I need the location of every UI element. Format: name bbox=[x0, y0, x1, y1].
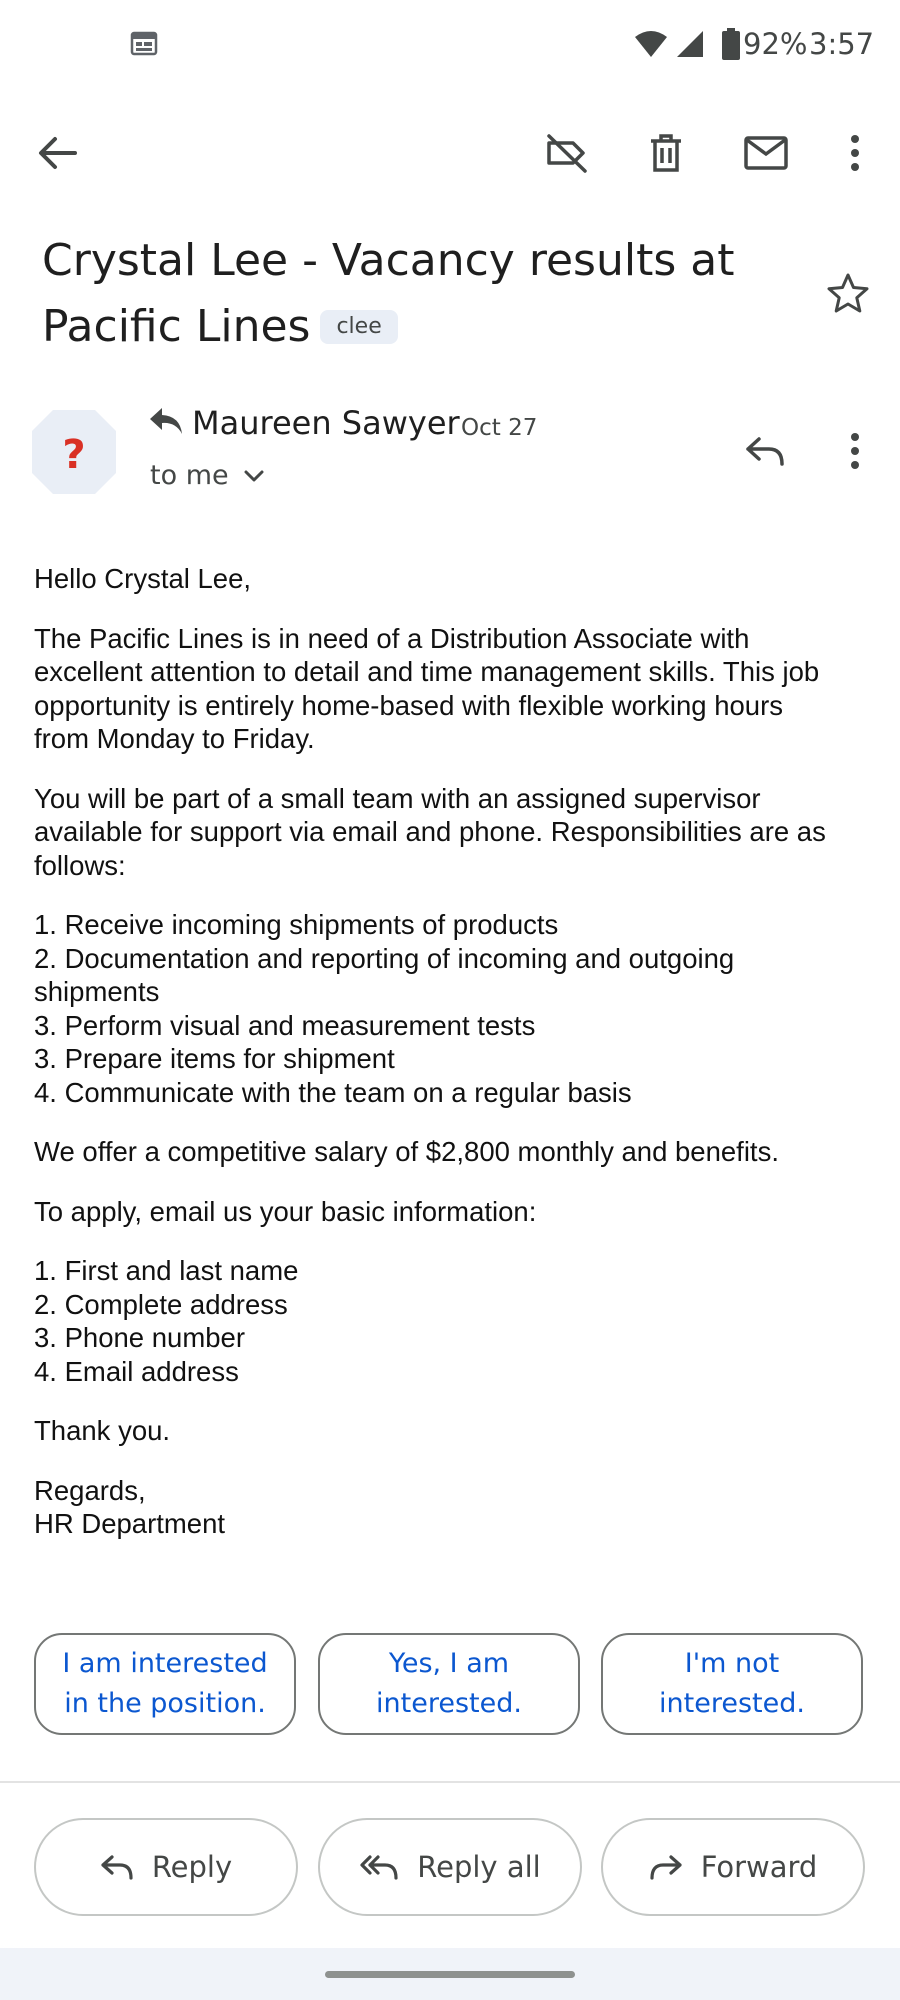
more-vert-icon bbox=[850, 135, 860, 171]
label-off-button[interactable] bbox=[531, 118, 601, 188]
list-item: shipments bbox=[34, 976, 160, 1007]
apply-text: To apply, email us your basic information: bbox=[34, 1195, 537, 1227]
home-gesture-handle[interactable] bbox=[325, 1971, 575, 1978]
signal-icon bbox=[676, 30, 704, 58]
star-button[interactable] bbox=[826, 272, 870, 314]
clock: 3:57 bbox=[809, 27, 875, 61]
battery-percent: 92% bbox=[743, 27, 808, 61]
reply-all-button[interactable] bbox=[318, 1818, 582, 1916]
list-item: 4. Communicate with the team on a regular basis bbox=[34, 1076, 632, 1108]
label-off-icon bbox=[543, 133, 589, 173]
list-item: 1. First and last name bbox=[34, 1255, 299, 1286]
svg-text:?: ? bbox=[62, 432, 86, 478]
chevron-down-icon bbox=[243, 469, 265, 483]
paragraph-job-description: The Pacific Lines is in need of a Distribution Associate with excellent attention to detail and time management skills. This job opportunity is entirely home-based with flexible working hours from Monday to Friday. bbox=[34, 622, 820, 754]
greeting: Hello Crystal Lee, bbox=[34, 563, 252, 594]
divider bbox=[0, 1781, 900, 1783]
wifi-icon bbox=[634, 30, 668, 58]
list-item: 3. Prepare items for shipment bbox=[34, 1043, 395, 1074]
list-item: 4. Email address bbox=[34, 1355, 239, 1387]
subject-text: Crystal Lee - Vacancy results at Pacific Lines bbox=[42, 235, 735, 352]
status-bar bbox=[0, 0, 900, 90]
trash-icon bbox=[649, 133, 683, 173]
battery-icon bbox=[722, 28, 740, 60]
arrow-left-icon bbox=[37, 135, 77, 171]
forward-label: Forward bbox=[700, 1850, 818, 1884]
message-more-button[interactable] bbox=[820, 416, 890, 486]
list-item: 2. Complete address bbox=[34, 1288, 288, 1320]
responsibilities-list bbox=[34, 908, 874, 1109]
more-vert-icon bbox=[850, 433, 860, 469]
paragraph-team: You will be part of a small team with an assigned supervisor available for support via email and phone. Responsibilities are as follows: bbox=[34, 782, 826, 881]
thanks-text: Thank you. bbox=[34, 1415, 171, 1446]
forward-button[interactable] bbox=[601, 1818, 865, 1916]
recipient-details-toggle[interactable] bbox=[150, 460, 265, 491]
back-button[interactable] bbox=[22, 118, 92, 188]
star-icon bbox=[826, 272, 870, 314]
signature-text: HR Department bbox=[34, 1508, 226, 1539]
requirements-list bbox=[34, 1254, 874, 1388]
reply-all-label: Reply all bbox=[417, 1850, 541, 1884]
sent-date: Oct 27 bbox=[461, 415, 538, 441]
mail-icon bbox=[744, 136, 788, 170]
more-options-button[interactable] bbox=[820, 118, 890, 188]
recipient-text: to me bbox=[150, 460, 229, 491]
list-item: 3. Perform visual and measurement tests bbox=[34, 1009, 536, 1041]
reply-icon-button[interactable] bbox=[730, 416, 800, 486]
reply-all-icon bbox=[359, 1854, 399, 1880]
reply-icon bbox=[745, 436, 785, 466]
smart-reply-yes-interested[interactable]: Yes, I am interested. bbox=[318, 1633, 580, 1735]
forward-icon bbox=[649, 1854, 683, 1880]
mark-unread-button[interactable] bbox=[731, 118, 801, 188]
avatar[interactable] bbox=[32, 410, 116, 494]
sender-name[interactable]: Maureen Sawyer bbox=[192, 404, 460, 442]
reply-icon bbox=[100, 1854, 134, 1880]
smart-reply-interested-position[interactable]: I am interested in the position. bbox=[34, 1633, 296, 1735]
email-subject bbox=[42, 228, 802, 360]
calendar-icon bbox=[130, 30, 158, 56]
delete-button[interactable] bbox=[631, 118, 701, 188]
salary-text: We offer a competitive salary of $2,800 monthly and benefits. bbox=[34, 1136, 779, 1167]
list-item: 3. Phone number bbox=[34, 1322, 245, 1353]
list-item: 2. Documentation and reporting of incoming and outgoing bbox=[34, 942, 735, 974]
email-body bbox=[34, 562, 874, 1567]
list-item: 1. Receive incoming shipments of products bbox=[34, 909, 559, 940]
reply-button[interactable] bbox=[34, 1818, 298, 1916]
smart-reply-not-interested[interactable]: I'm not interested. bbox=[601, 1633, 863, 1735]
label-chip[interactable]: clee bbox=[320, 310, 397, 344]
replied-icon bbox=[148, 406, 184, 436]
closing-text: Regards, bbox=[34, 1474, 146, 1506]
reply-label: Reply bbox=[151, 1850, 233, 1884]
